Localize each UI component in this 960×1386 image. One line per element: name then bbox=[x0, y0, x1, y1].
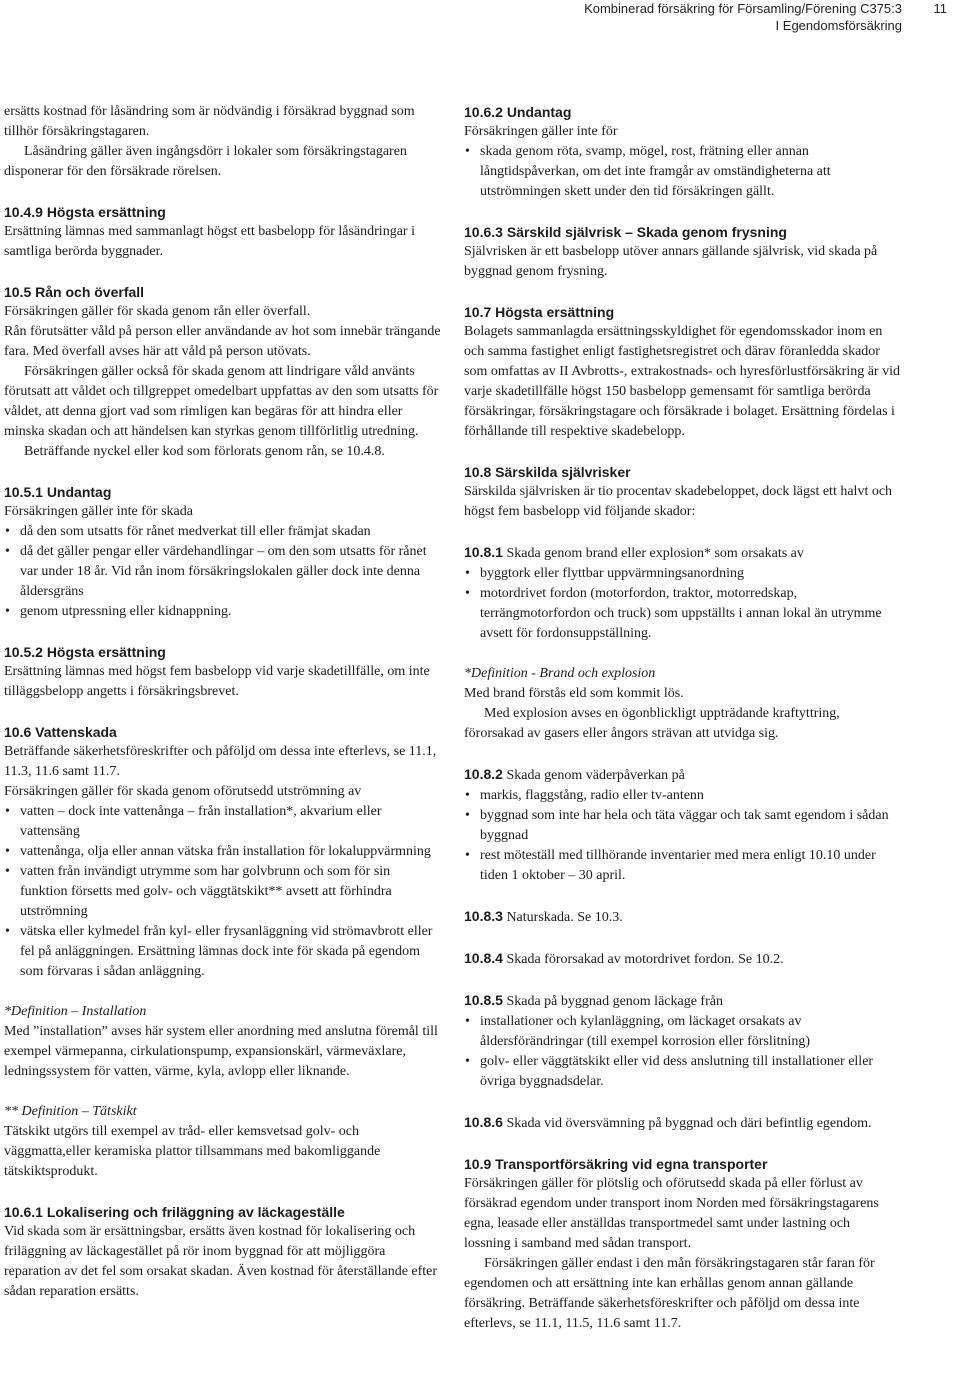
clause-number: 10.8.3 bbox=[464, 908, 503, 924]
section-heading: 10.4.9 Högsta ersättning bbox=[4, 204, 166, 220]
list-item: • vattenånga, olja eller annan vätska från installation för lokaluppvärmning bbox=[4, 842, 441, 862]
section-heading: 10.6.3 Särskild självrisk – Skada genom frysning bbox=[464, 224, 787, 240]
clause-text: Skada genom väderpåverkan på bbox=[506, 768, 685, 783]
definition-heading: *Definition – Installation bbox=[4, 1004, 147, 1019]
list-item: • då det gäller pengar eller värdehandlingar – om den som utsatts för rånet var under 18 år. Vid rån inom försäkringslokalen gäller dock inte denna åldersgräns bbox=[4, 542, 441, 602]
list-item: • golv- eller väggtätskikt eller vid dess anslutning till installationer eller övriga byggnadsdelar. bbox=[464, 1052, 900, 1092]
paragraph: Tätskikt utgörs till exempel av tråd- eller kemsvetsad golv- och väggmatta,eller keramiska plattor tillsammans med bakomliggande tätskiktsprodukt. bbox=[4, 1124, 381, 1179]
list-item: • vätska eller kylmedel från kyl- eller frysanläggning vid strömavbrott eller fel på anläggningen. Ersättning lämnas dock inte för skada på egendom som förvaras i sådan anläggning. bbox=[4, 922, 441, 982]
paragraph: Ersättning lämnas med högst fem basbelopp vid varje skadetillfälle, om inte tilläggsbelopp angetts i försäkringsbrevet. bbox=[4, 664, 430, 699]
paragraph: Försäkringen gäller inte för bbox=[464, 124, 618, 139]
numbered-paragraph bbox=[464, 1112, 900, 1134]
clause-text: Skada på byggnad genom läckage från bbox=[506, 994, 723, 1009]
list-item: • markis, flaggstång, radio eller tv-antenn bbox=[464, 786, 900, 806]
bullet-list bbox=[464, 142, 900, 202]
document-title: Kombinerad försäkring för Församling/Förening C375:3 bbox=[584, 1, 902, 16]
section-heading: 10.6 Vattenskada bbox=[4, 724, 117, 740]
list-item: • genom utpressning eller kidnappning. bbox=[4, 602, 441, 622]
list-item: • vatten – dock inte vattenånga – från installation*, akvarium eller vattensäng bbox=[4, 802, 441, 842]
section-heading: 10.6.1 Lokalisering och friläggning av läckageställe bbox=[4, 1204, 345, 1220]
section-heading: 10.7 Högsta ersättning bbox=[464, 304, 615, 320]
definition-heading: *Definition - Brand och explosion bbox=[464, 666, 656, 681]
paragraph: Försäkringen gäller för skada genom rån eller överfall. bbox=[4, 304, 311, 319]
paragraph: Med explosion avses en ögonblickligt uppträdande kraftyttring, förorsakad av gasers eller ångors strävan att utvidga sig. bbox=[464, 706, 840, 741]
definition-heading: ** Definition – Tätskikt bbox=[4, 1104, 137, 1119]
bullet-list bbox=[4, 802, 441, 982]
bullet-list bbox=[464, 564, 900, 644]
clause-number: 10.8.6 bbox=[464, 1114, 503, 1130]
paragraph: ersätts kostnad för låsändring som är nödvändig i försäkrad byggnad som tillhör försäkringstagaren. bbox=[4, 104, 415, 139]
left-column bbox=[4, 102, 441, 1302]
numbered-paragraph bbox=[464, 990, 900, 1012]
bullet-list bbox=[464, 786, 900, 886]
paragraph: Vid skada som är ersättningsbar, ersätts även kostnad för lokalisering och friläggning av läckagestället på rör inom byggnad för att möjliggöra reparation av det fel som orsakat skadan. Även kostnad för återställande efter sådan reparation ersätts. bbox=[4, 1224, 438, 1299]
paragraph: Försäkringen gäller också för skada genom att lindrigare våld använts förutsatt att våldet och tillgreppet omedelbart uppfattas av den som utsatts för våldet, att denna gjort vad som rimligen kan begäras för att hindra eller minska skadan och att händelsen kan styrkas genom tillförlitlig utredning. bbox=[4, 364, 439, 439]
paragraph: Försäkringen gäller endast i den mån försäkringstagaren står faran för egendomen och att ersättning inte kan erhållas genom annan gällande försäkring. Beträffande säkerhetsföreskrifter och påföljd om dessa inte efterlevs, se 11.1, 11.5, 11.6 samt 11.7. bbox=[464, 1256, 875, 1331]
page-header bbox=[0, 0, 960, 40]
paragraph: Bolagets sammanlagda ersättningsskyldighet för egendomsskador inom en och samma fastighet enligt fastighetsregistret och därav föranledda skador som omfattas av II Avbrotts-, extrakostnads- och hyresförlustförsäkring är vid varje skadetillfälle högst 150 basbelopp gemensamt för samtliga berörda försäkringar, försäkringstagare och försäkrade i bolaget. Ersättning fördelas i förhållande till respektive skadebelopp. bbox=[464, 324, 900, 439]
page-number: 11 bbox=[933, 1, 947, 16]
paragraph: Låsändring gäller även ingångsdörr i lokaler som försäkringstagaren disponerar för den försäkrade rörelsen. bbox=[4, 144, 407, 179]
paragraph: Med brand förstås eld som kommit lös. bbox=[464, 686, 684, 701]
list-item: • motordrivet fordon (motorfordon, traktor, motorredskap, terrängmotorfordon och truck) som uppställts i annan lokal än utrymme avsett för fordonsuppställning. bbox=[464, 584, 900, 644]
numbered-paragraph bbox=[464, 764, 900, 786]
list-item: • rest möteställ med tillhörande inventarier med mera enligt 10.10 under tiden 1 oktober – 30 april. bbox=[464, 846, 900, 886]
section-heading: 10.5 Rån och överfall bbox=[4, 284, 145, 300]
list-item: • vatten från invändigt utrymme som har golvbrunn och som för sin funktion försetts med golv- och väggtätskikt** avsett att förhindra utströmning bbox=[4, 862, 441, 922]
list-item: • byggnad som inte har hela och täta väggar och tak samt egendom i sådan byggnad bbox=[464, 806, 900, 846]
section-heading: 10.5.2 Högsta ersättning bbox=[4, 644, 166, 660]
clause-number: 10.8.5 bbox=[464, 992, 503, 1008]
paragraph: Med ”installation” avses här system eller anordning med anslutna föremål till exempel värmepanna, cirkulationspump, expansionskärl, värmeväxlare, ledningssystem för vatten, värme, kyla, avlopp eller liknande. bbox=[4, 1024, 438, 1079]
running-header bbox=[584, 0, 902, 34]
paragraph: Ersättning lämnas med sammanlagt högst ett basbelopp för låsändringar i samtliga berörda byggnader. bbox=[4, 224, 415, 259]
section-title: I Egendomsförsäkring bbox=[775, 18, 902, 33]
list-item: • då den som utsatts för rånet medverkat till eller främjat skadan bbox=[4, 522, 441, 542]
section-heading: 10.9 Transportförsäkring vid egna transporter bbox=[464, 1156, 768, 1172]
paragraph: Rån förutsätter våld på person eller användande av hot som innebär trängande fara. Med överfall avses här att våld på person utövats. bbox=[4, 324, 441, 359]
paragraph: Försäkringen gäller inte för skada bbox=[4, 504, 193, 519]
clause-text: Skada förorsakad av motordrivet fordon. Se 10.2. bbox=[506, 952, 784, 967]
bullet-list bbox=[4, 522, 441, 622]
clause-text: Skada genom brand eller explosion* som orsakats av bbox=[506, 546, 804, 561]
section-heading: 10.5.1 Undantag bbox=[4, 484, 112, 500]
paragraph: Självrisken är ett basbelopp utöver annars gällande självrisk, vid skada på byggnad genom frysning. bbox=[464, 244, 878, 279]
paragraph: Försäkringen gäller för skada genom oförutsedd utströmning av bbox=[4, 784, 362, 799]
clause-text: Skada vid översvämning på byggnad och däri befintlig egendom. bbox=[506, 1116, 872, 1131]
clause-number: 10.8.4 bbox=[464, 950, 503, 966]
section-heading: 10.8 Särskilda självrisker bbox=[464, 464, 631, 480]
clause-number: 10.8.2 bbox=[464, 766, 503, 782]
paragraph: Beträffande nyckel eller kod som förlorats genom rån, se 10.4.8. bbox=[24, 444, 385, 459]
numbered-paragraph bbox=[464, 542, 900, 564]
numbered-paragraph bbox=[464, 906, 900, 928]
paragraph: Särskilda självrisken är tio procentav skadebeloppet, dock lägst ett halvt och högst fem basbelopp vid följande skador: bbox=[464, 484, 893, 519]
clause-number: 10.8.1 bbox=[464, 544, 503, 560]
paragraph: Försäkringen gäller för plötslig och oförutsedd skada på eller förlust av försäkrad egendom under transport inom Norden med försäkringstagarens egna, leasade eller anställdas transportmedel samt under lastning och lossning i samband med sådan transport. bbox=[464, 1176, 879, 1251]
paragraph: Beträffande säkerhetsföreskrifter och påföljd om dessa inte efterlevs, se 11.1, 11.3, 11.6 samt 11.7. bbox=[4, 744, 437, 779]
section-heading: 10.6.2 Undantag bbox=[464, 104, 572, 120]
list-item: • installationer och kylanläggning, om läckaget orsakats av åldersförändringar (till exempel korrosion eller förslitning) bbox=[464, 1012, 900, 1052]
list-item: • skada genom röta, svamp, mögel, rost, frätning eller annan långtidspåverkan, om det inte framgår av omständigheterna att utströmningen skett under den tid försäkringen gällt. bbox=[464, 142, 900, 202]
list-item: • byggtork eller flyttbar uppvärmningsanordning bbox=[464, 564, 900, 584]
right-column bbox=[464, 102, 900, 1334]
clause-text: Naturskada. Se 10.3. bbox=[506, 910, 623, 925]
bullet-list bbox=[464, 1012, 900, 1092]
numbered-paragraph bbox=[464, 948, 900, 970]
